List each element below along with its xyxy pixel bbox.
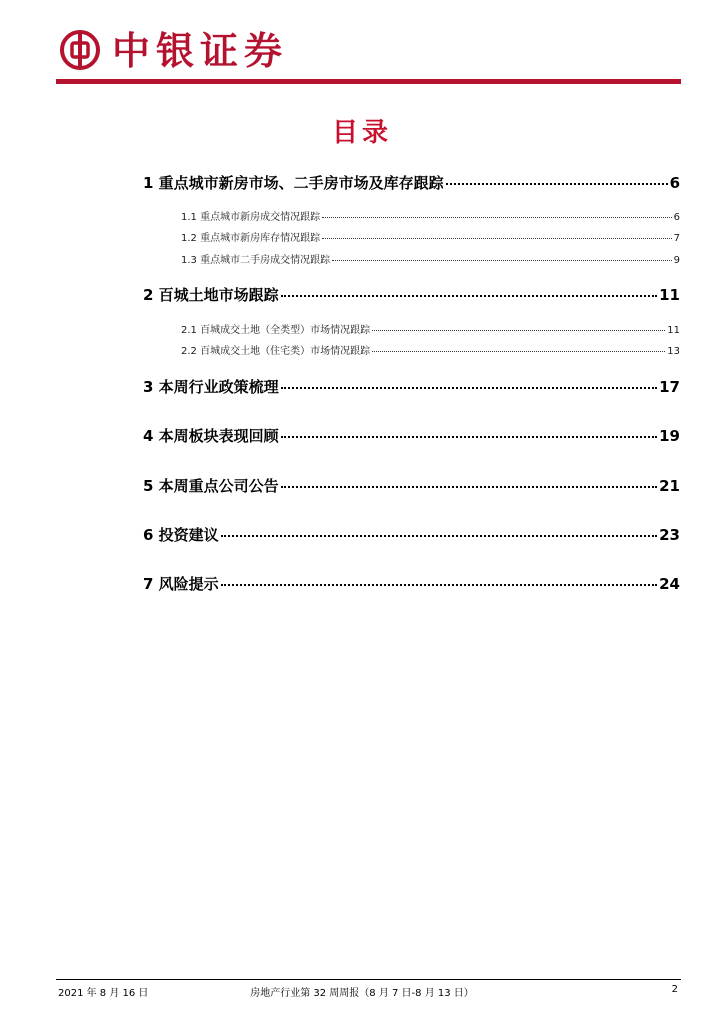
- toc-entry-label: 6 投资建议: [143, 526, 219, 544]
- toc-entry-label: 5 本周重点公司公告: [143, 477, 279, 495]
- dot-leader: [281, 294, 657, 297]
- footer-divider: [56, 979, 681, 980]
- toc-entry-1-3[interactable]: [181, 251, 680, 266]
- toc-entry-label: 3 本周行业政策梳理: [143, 378, 279, 396]
- dot-leader: [281, 386, 657, 389]
- dot-leader: [221, 534, 657, 537]
- toc-entry-page: 6: [673, 212, 680, 223]
- toc-entry-page: 11: [659, 286, 680, 304]
- footer-date: 2021 年 8 月 16 日: [58, 988, 149, 999]
- toc-entry-label: 1.1 重点城市新房成交情况跟踪: [181, 212, 321, 223]
- footer-page-number: 2: [671, 984, 678, 995]
- toc-entry-page: 24: [659, 575, 680, 593]
- toc-entry-2-1[interactable]: [181, 321, 680, 336]
- toc-entry-5[interactable]: [143, 475, 680, 496]
- toc-entry-3[interactable]: [143, 376, 680, 397]
- toc-entry-1-1[interactable]: [181, 208, 680, 223]
- dot-leader: [221, 583, 657, 586]
- toc-title: 目录: [331, 118, 392, 148]
- brand-name: 中银证券: [112, 28, 289, 73]
- toc-entry-4[interactable]: [143, 425, 680, 446]
- toc-entry-7[interactable]: [143, 573, 680, 594]
- dot-leader: [322, 237, 672, 239]
- dot-leader: [372, 329, 665, 331]
- toc-entry-2-2[interactable]: [181, 342, 680, 357]
- toc-entry-6[interactable]: [143, 524, 680, 545]
- dot-leader: [372, 350, 665, 352]
- header-divider: [56, 79, 681, 84]
- toc-entry-2[interactable]: [143, 284, 680, 305]
- bank-of-china-logo-icon: [60, 30, 100, 70]
- toc-entry-label: 2.1 百城成交土地（全类型）市场情况跟踪: [181, 325, 371, 336]
- toc-entry-page: 21: [659, 477, 680, 495]
- toc-entry-page: 9: [673, 255, 680, 266]
- toc-entry-label: 2.2 百城成交土地（住宅类）市场情况跟踪: [181, 346, 371, 357]
- dot-leader: [281, 485, 657, 488]
- toc-entry-1-2[interactable]: [181, 229, 680, 244]
- toc-entry-1[interactable]: [143, 172, 680, 193]
- dot-leader: [322, 216, 672, 218]
- toc-entry-label: 4 本周板块表现回顾: [143, 427, 279, 445]
- toc-entry-label: 1 重点城市新房市场、二手房市场及库存跟踪: [143, 174, 444, 192]
- toc-entry-label: 1.3 重点城市二手房成交情况跟踪: [181, 255, 331, 266]
- toc-entry-page: 17: [659, 378, 680, 396]
- toc-entry-page: 11: [667, 325, 680, 336]
- page-header: [0, 0, 724, 90]
- dot-leader: [332, 259, 672, 261]
- toc-entry-label: 7 风险提示: [143, 575, 219, 593]
- footer-report-title: 房地产行业第 32 周周报（8 月 7 日-8 月 13 日）: [250, 988, 474, 999]
- toc-entry-page: 6: [669, 174, 680, 192]
- toc-entry-page: 7: [673, 233, 680, 244]
- dot-leader: [281, 435, 657, 438]
- toc-entry-page: 19: [659, 427, 680, 445]
- toc-entry-label: 2 百城土地市场跟踪: [143, 286, 279, 304]
- toc-entry-page: 23: [659, 526, 680, 544]
- toc-entry-page: 13: [667, 346, 680, 357]
- toc-entry-label: 1.2 重点城市新房库存情况跟踪: [181, 233, 321, 244]
- dot-leader: [446, 182, 668, 185]
